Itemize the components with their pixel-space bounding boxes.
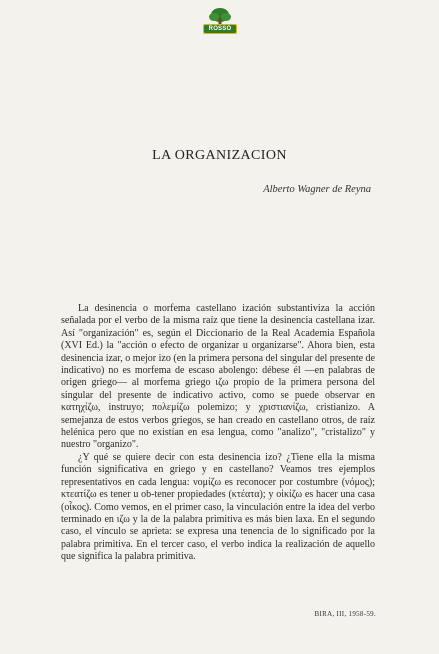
article-title: LA ORGANIZACION (152, 148, 287, 163)
logo-label: ROSSO (208, 26, 232, 32)
paragraph-1: La desinencia o morfema castellano ización substantiviza la acción señalada por el verbo de la misma raíz que tiene la desinencia castellana izar. Así "organización" es, según el Diccionario de la Real Academia Española (XVI Ed.) la "acción o efecto de organizar u organizarse". Ahora bien, esta desinencia izar, o mejor izo (en la primera persona del singular del presente de indicativo) no es morfema de escaso abolengo: débese él —en palabras de origen griego— al morfema griego ιζω propio de la primera persona del singular del presente de indicativo activo, como se puede observar en κατηχίζω, instruyo; πολεμίζω polemizo; y χριστιανίζω, cristianizo. A semejanza de estos verbos griegos, se han creado en castellano otros, de raíz helénica pero que no existían en esa lengua, como "analizo", "cristalizo" y nuestro "organizo". (61, 303, 375, 451)
article-author: Alberto Wagner de Reyna (263, 184, 371, 195)
article-body (61, 303, 375, 564)
publisher-logo (199, 6, 241, 36)
paragraph-2: ¿Y qué se quiere decir con esta desinencia izo? ¿Tiene ella la misma función significativa en griego y en castellano? Veamos tres ejemplos representativos en cada lengua: νομίζω es reconocer por costumbre (νόμος); κτεατίζω es tener u ob-tener propiedades (κτέατα); y οἰκίζω es hacer una casa (οἶκος). Como vemos, en el primer caso, la vinculación entre la idea del verbo terminado en ιζω y la de la palabra primitiva es más bien laxa. En el segundo caso, el vínculo se aprieta: se expresa una tenencia de lo significado por la palabra primitiva. En el tercer caso, el verbo indica la realización de aquello que significa la palabra primitiva. (61, 451, 375, 563)
page-footer-citation: BIRA, III, 1958-59. (314, 610, 376, 618)
